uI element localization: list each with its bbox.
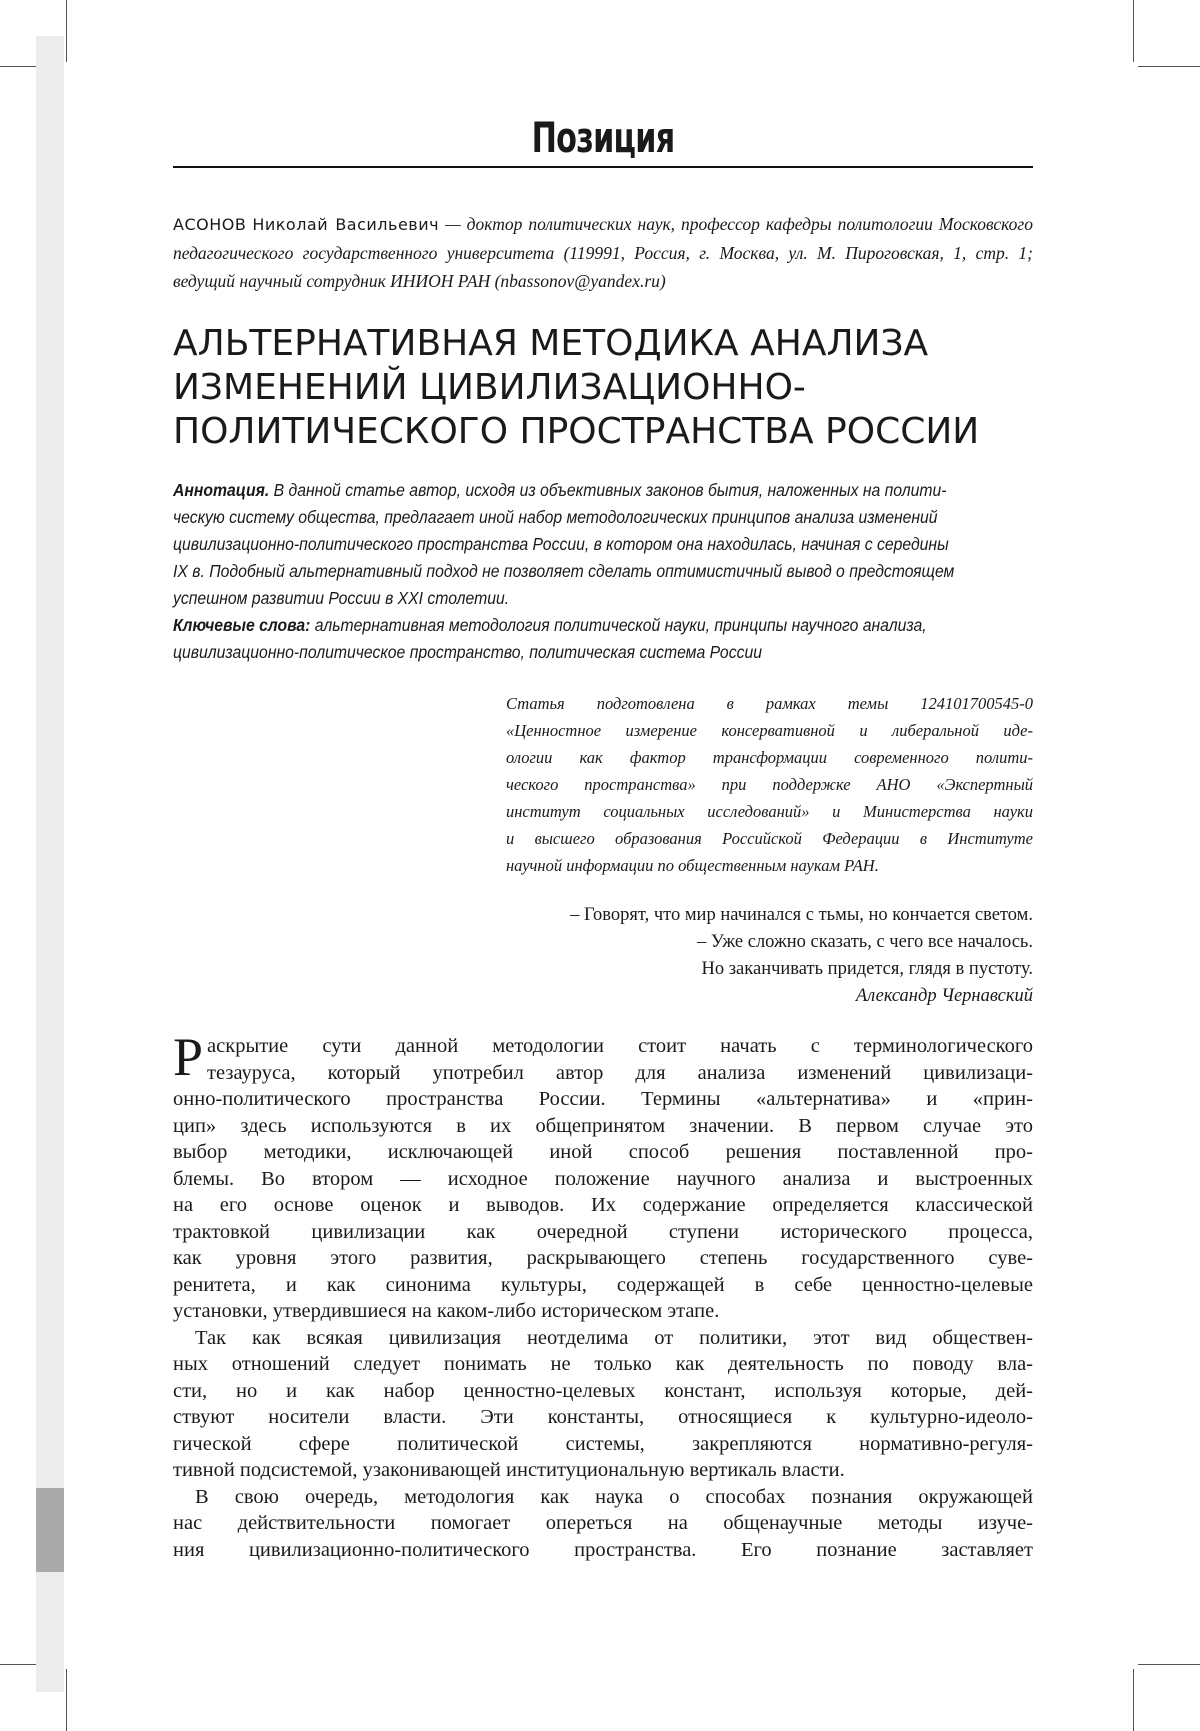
epigraph-author: Александр Чернавский <box>413 983 1033 1010</box>
body-line: аскрытие сути данной методологии стоит начать с терминологического <box>173 1033 1033 1060</box>
body-line: ния цивилизационно-политического пространства. Его познание заставляет <box>173 1537 1033 1564</box>
keywords-line: цивилизационно-политическое пространство, политическая система России <box>173 639 1033 666</box>
grant-line: ческого пространства» при поддержке АНО «Экспертный <box>506 771 1033 798</box>
section-rule <box>173 166 1033 168</box>
body-line: цип» здесь используются в их общепринятом значении. В первом случае это <box>173 1113 1033 1140</box>
epigraph <box>413 902 1033 1010</box>
author-bio: — доктор политических наук, профессор кафедры политологии Московского педагогического государственного университета (119991, Россия, г. Москва, ул. М. Пироговская, 1, стр. 1; ведущий научный сотрудник ИНИОН РАН (nbassonov@yandex.ru) <box>173 214 1033 291</box>
epigraph-line: – Уже сложно сказать, с чего все началось. <box>413 929 1033 956</box>
grant-line: и высшего образования Российской Федерации в Институте <box>506 825 1033 852</box>
title-line: АЛЬТЕРНАТИВНАЯ МЕТОДИКА АНАЛИЗА <box>173 322 1033 366</box>
body-line: блемы. Во втором — исходное положение научного анализа и выстроенных <box>173 1166 1033 1193</box>
body-line: Так как всякая цивилизация неотделима от политики, этот вид обществен- <box>173 1325 1033 1352</box>
body-line: трактовкой цивилизации как очередной ступени исторического процесса, <box>173 1219 1033 1246</box>
crop-mark <box>66 1669 67 1731</box>
grant-line: «Ценностное измерение консервативной и либеральной иде- <box>506 717 1033 744</box>
abstract <box>173 477 1033 666</box>
body-line: как уровня этого развития, раскрывающего степень государственного суве- <box>173 1245 1033 1272</box>
grant-line: Статья подготовлена в рамках темы 124101700545-0 <box>506 690 1033 717</box>
body-line: ренитета, и как синонима культуры, содержащей в себе ценностно-целевые <box>173 1272 1033 1299</box>
abstract-line: ческую систему общества, предлагает иной набор методологических принципов анализа изменений <box>173 504 1033 531</box>
crop-mark <box>1138 1664 1200 1665</box>
crop-mark <box>1138 66 1200 67</box>
grant-note <box>506 690 1033 879</box>
crop-mark <box>1133 1669 1134 1731</box>
abstract-label: Аннотация. <box>173 480 269 500</box>
drop-cap: Р <box>173 1035 203 1079</box>
abstract-line: успешном развитии России в XXI столетии. <box>173 585 1033 612</box>
body-line: выбор методики, исключающей иной способ решения поставленной про- <box>173 1139 1033 1166</box>
keywords-line: альтернативная методология политической науки, принципы научного анализа, <box>310 615 926 635</box>
abstract-line: цивилизационно-политического пространства России, в котором она находилась, начиная с середины <box>173 531 1033 558</box>
body-line: ных отношений следует понимать не только как деятельность по поводу вла- <box>173 1351 1033 1378</box>
abstract-line: IX в. Подобный альтернативный подход не позволяет сделать оптимистичный вывод о предстоящем <box>173 558 1033 585</box>
author-info <box>173 210 1033 295</box>
grant-line: ологии как фактор трансформации современного полити- <box>506 744 1033 771</box>
author-given-name: Николай Васильевич <box>252 215 439 234</box>
page-margin-band <box>36 36 64 1692</box>
body-line: нас действительности помогает опереться на общенаучные методы изуче- <box>173 1510 1033 1537</box>
body-line: онно-политического пространства России. Термины «альтернатива» и «прин- <box>173 1086 1033 1113</box>
body-line: тивной подсистемой, узаконивающей институциональную вертикаль власти. <box>173 1457 1033 1484</box>
body-line: В свою очередь, методология как наука о способах познания окружающей <box>173 1484 1033 1511</box>
crop-mark <box>66 0 67 62</box>
grant-line: научной информации по общественным наукам РАН. <box>506 852 1033 879</box>
keywords-label: Ключевые слова: <box>173 615 310 635</box>
epigraph-line: Но заканчивать придется, глядя в пустоту. <box>413 956 1033 983</box>
body-line: сти, но и как набор ценностно-целевых констант, используя которые, дей- <box>173 1378 1033 1405</box>
body-line: гической сфере политической системы, закрепляются нормативно-регуля- <box>173 1431 1033 1458</box>
grant-line: институт социальных исследований» и Министерства науки <box>506 798 1033 825</box>
body-line: на его основе оценок и выводов. Их содержание определяется классической <box>173 1192 1033 1219</box>
body-line: установки, утвердившиеся на каком-либо историческом этапе. <box>173 1298 1033 1325</box>
article-title <box>173 322 1033 454</box>
title-line: ИЗМЕНЕНИЙ ЦИВИЛИЗАЦИОННО- <box>173 366 1033 410</box>
body-text <box>173 1033 1033 1563</box>
page-margin-tab <box>36 1488 64 1572</box>
abstract-line: В данной статье автор, исходя из объективных законов бытия, наложенных на полити- <box>269 480 946 500</box>
body-line: тезауруса, который употребил автор для анализа изменений цивилизаци- <box>173 1060 1033 1087</box>
crop-mark <box>1133 0 1134 62</box>
title-line: ПОЛИТИЧЕСКОГО ПРОСТРАНСТВА РОССИИ <box>173 410 1033 454</box>
section-title: Позиция <box>293 112 912 164</box>
body-line: ствуют носители власти. Эти константы, относящиеся к культурно-идеоло- <box>173 1404 1033 1431</box>
epigraph-line: – Говорят, что мир начинался с тьмы, но кончается светом. <box>413 902 1033 929</box>
author-surname: АСОНОВ <box>173 215 246 234</box>
